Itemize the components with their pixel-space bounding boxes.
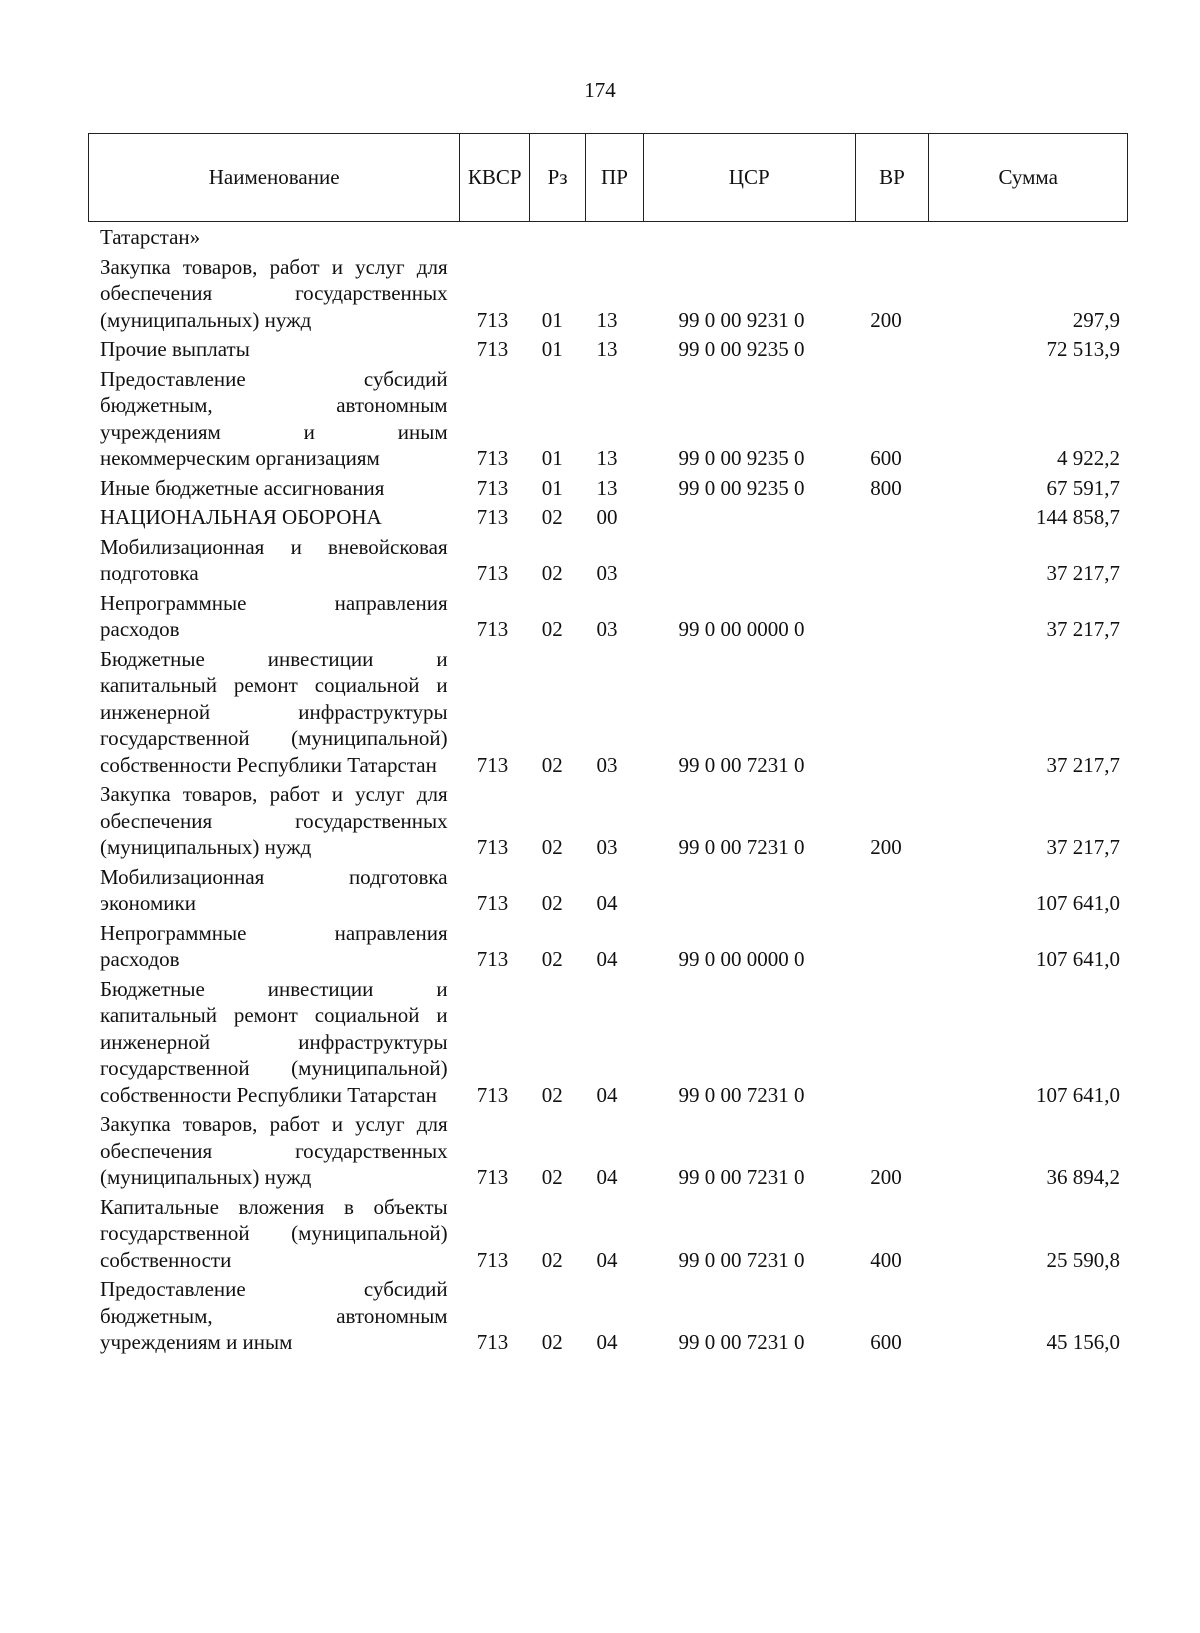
row-sum: 37 217,7 (1046, 561, 1120, 585)
row-kvsr: 713 (476, 1330, 509, 1354)
table-row (100, 1111, 1120, 1191)
row-kvsr: 713 (476, 1165, 509, 1189)
row-name: Закупка товаров, работ и услуг для обеспечения государственных (муниципальных) нужд (100, 782, 448, 859)
row-pr: 04 (596, 1165, 618, 1189)
row-vr: 600 (870, 1330, 902, 1354)
row-pr: 00 (596, 505, 618, 529)
table-row (100, 976, 1120, 1109)
row-sum: 4 922,2 (1057, 446, 1120, 470)
table-row (100, 590, 1120, 643)
row-csr: 99 0 00 7231 0 (678, 1082, 805, 1107)
row-rz: 01 (541, 475, 563, 500)
row-pr: 13 (596, 446, 618, 470)
row-pr: 03 (596, 752, 618, 777)
row-rz: 02 (541, 947, 563, 971)
row-kvsr: 713 (476, 891, 509, 915)
row-kvsr: 713 (476, 475, 509, 500)
row-pr: 04 (596, 1330, 618, 1354)
row-sum: 107 641,0 (1036, 891, 1120, 915)
table-row (100, 1276, 1120, 1356)
row-csr: 99 0 00 0000 0 (678, 617, 805, 641)
row-sum: 25 590,8 (1046, 1247, 1120, 1272)
header-sum: Сумма (998, 165, 1058, 189)
row-pr: 03 (596, 561, 618, 585)
table-row (100, 1194, 1120, 1274)
table-row (100, 646, 1120, 779)
row-kvsr: 713 (476, 947, 509, 971)
table-row (100, 534, 1120, 587)
row-name: Закупка товаров, работ и услуг для обеспечения государственных (муниципальных) нужд (100, 1112, 448, 1189)
row-sum: 36 894,2 (1046, 1165, 1120, 1189)
row-rz: 02 (541, 1082, 563, 1107)
row-pr: 04 (596, 891, 618, 915)
header-pr: ПР (586, 134, 644, 221)
row-sum: 297,9 (1072, 307, 1120, 332)
row-rz: 02 (541, 1165, 563, 1189)
row-name: Иные бюджетные ассигнования (100, 475, 385, 500)
table-header (88, 133, 1128, 222)
row-name: Непрограммные направления расходов (100, 590, 448, 641)
row-vr: 800 (870, 475, 902, 500)
row-csr: 99 0 00 7231 0 (678, 1330, 805, 1354)
row-rz: 02 (541, 617, 563, 641)
header-vr: ВР (856, 134, 930, 221)
row-sum: 72 513,9 (1046, 337, 1120, 361)
row-name: Непрограммные направления расходов (100, 920, 448, 971)
row-kvsr: 713 (476, 505, 509, 529)
row-rz: 02 (541, 835, 563, 859)
row-vr: 600 (870, 446, 902, 470)
row-sum: 107 641,0 (1036, 1082, 1120, 1107)
header-rz: Рз (530, 134, 586, 221)
table-row (100, 864, 1120, 917)
page-number: 174 (584, 78, 616, 102)
table-body (100, 224, 1120, 1359)
row-rz: 01 (541, 337, 563, 361)
row-sum: 107 641,0 (1036, 947, 1120, 971)
table-row (100, 504, 1120, 531)
row-name: Бюджетные инвестиции и капитальный ремонт социальной и инженерной инфраструктуры государственной (муниципальной) собственности Республики Татарстан (100, 976, 448, 1107)
row-name: Капитальные вложения в объекты государственной (муниципальной) собственности (100, 1194, 448, 1272)
row-kvsr: 713 (476, 561, 509, 585)
row-kvsr: 713 (476, 1247, 509, 1272)
row-sum: 37 217,7 (1046, 835, 1120, 859)
row-name: Мобилизационная и вневойсковая подготовка (100, 534, 448, 585)
row-pr: 13 (596, 337, 618, 361)
row-csr: 99 0 00 9231 0 (678, 307, 805, 332)
row-sum: 37 217,7 (1046, 617, 1120, 641)
row-csr: 99 0 00 7231 0 (678, 752, 805, 777)
row-pr: 13 (596, 475, 618, 500)
row-rz: 02 (541, 1330, 563, 1354)
row-rz: 02 (541, 561, 563, 585)
row-vr: 200 (870, 1165, 902, 1189)
header-name: Наименование (89, 134, 460, 221)
row-vr: 400 (870, 1247, 902, 1272)
row-name: Предоставление субсидий бюджетным, автономным учреждениям и иным (100, 1277, 448, 1354)
row-name: Закупка товаров, работ и услуг для обеспечения государственных (муниципальных) нужд (100, 254, 448, 332)
row-kvsr: 713 (476, 617, 509, 641)
row-vr: 200 (870, 835, 902, 859)
row-pr: 04 (596, 947, 618, 971)
row-kvsr: 713 (476, 337, 509, 361)
row-rz: 02 (541, 891, 563, 915)
row-sum: 67 591,7 (1046, 475, 1120, 500)
row-csr: 99 0 00 7231 0 (678, 835, 805, 859)
row-csr: 99 0 00 9235 0 (678, 446, 805, 470)
row-name: Бюджетные инвестиции и капитальный ремонт социальной и инженерной инфраструктуры государственной (муниципальной) собственности Республики Татарстан (100, 646, 448, 777)
row-kvsr: 713 (476, 1082, 509, 1107)
row-name: Мобилизационная подготовка экономики (100, 864, 448, 915)
row-pr: 03 (596, 835, 618, 859)
table-row (100, 336, 1120, 363)
row-kvsr: 713 (476, 835, 509, 859)
row-kvsr: 713 (476, 446, 509, 470)
row-name: Татарстан» (100, 225, 201, 249)
row-rz: 02 (541, 505, 563, 529)
row-sum: 37 217,7 (1046, 752, 1120, 777)
header-kvsr: КВСР (460, 134, 530, 221)
header-csr: ЦСР (644, 134, 856, 221)
table-row (100, 475, 1120, 502)
row-pr: 03 (596, 617, 618, 641)
table-row (100, 254, 1120, 334)
row-name: Прочие выплаты (100, 337, 250, 361)
row-csr: 99 0 00 0000 0 (678, 947, 805, 971)
row-pr: 13 (596, 307, 618, 332)
row-rz: 01 (541, 307, 563, 332)
row-csr: 99 0 00 7231 0 (678, 1247, 805, 1272)
table-row (100, 781, 1120, 861)
row-pr: 04 (596, 1082, 618, 1107)
table-row (100, 366, 1120, 472)
row-name: Предоставление субсидий бюджетным, автономным учреждениям и иным некоммерческим организациям (100, 366, 448, 470)
table-row (100, 224, 1120, 251)
row-kvsr: 713 (476, 752, 509, 777)
row-vr: 200 (870, 307, 902, 332)
row-kvsr: 713 (476, 307, 509, 332)
row-name: НАЦИОНАЛЬНАЯ ОБОРОНА (100, 505, 382, 529)
row-sum: 144 858,7 (1036, 505, 1120, 529)
row-csr: 99 0 00 7231 0 (678, 1165, 805, 1189)
row-sum: 45 156,0 (1046, 1330, 1120, 1354)
row-rz: 02 (541, 752, 563, 777)
table-row (100, 920, 1120, 973)
row-csr: 99 0 00 9235 0 (678, 337, 805, 361)
row-pr: 04 (596, 1247, 618, 1272)
row-rz: 02 (541, 1247, 563, 1272)
row-csr: 99 0 00 9235 0 (678, 475, 805, 500)
row-rz: 01 (541, 446, 563, 470)
